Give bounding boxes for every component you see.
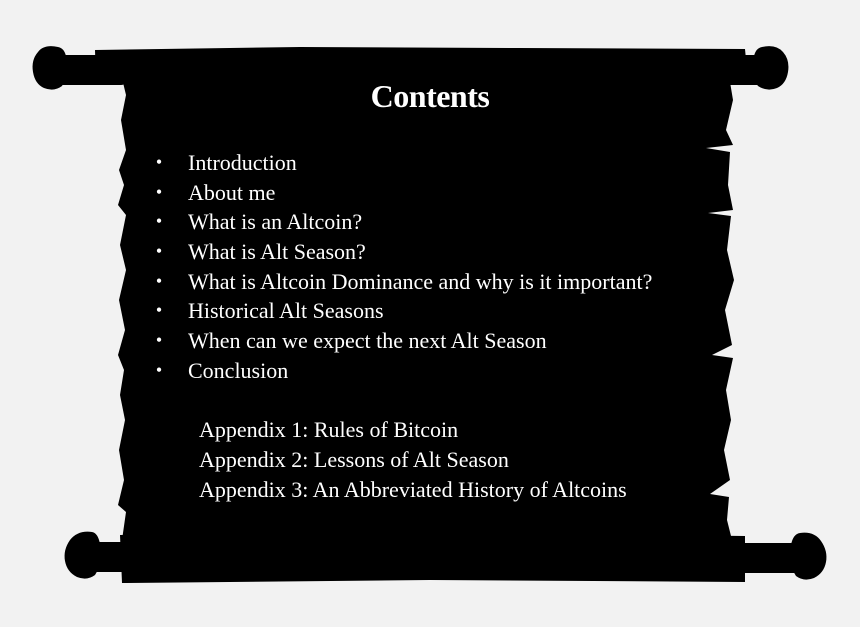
list-item-label: What is Altcoin Dominance and why is it important? bbox=[188, 268, 653, 294]
list-item-label: Historical Alt Seasons bbox=[188, 298, 384, 324]
list-item-label: About me bbox=[188, 179, 276, 205]
list-item-label: What is Alt Season? bbox=[188, 239, 366, 265]
bullet-icon: • bbox=[155, 211, 163, 232]
bullet-icon: • bbox=[155, 152, 163, 172]
appendix-item: Appendix 3: An Abbreviated History of Altcoins bbox=[199, 477, 627, 502]
list-item-label: Conclusion bbox=[188, 357, 289, 383]
bullet-icon: • bbox=[155, 270, 163, 291]
appendix-item: Appendix 1: Rules of Bitcoin bbox=[199, 417, 459, 442]
bullet-icon: • bbox=[155, 181, 163, 202]
list-item-label: What is an Altcoin? bbox=[188, 209, 363, 235]
scroll-bottom-rod bbox=[65, 532, 827, 583]
bullet-icon: • bbox=[155, 241, 163, 262]
list-item-label: When can we expect the next Alt Season bbox=[188, 328, 547, 354]
bullet-icon: • bbox=[155, 300, 163, 321]
bullet-icon: • bbox=[155, 359, 163, 380]
bullet-icon: • bbox=[155, 330, 163, 351]
list-item-label: Introduction bbox=[188, 150, 297, 175]
page-title: Contents bbox=[370, 78, 490, 114]
appendix-list bbox=[199, 415, 627, 505]
appendix-item: Appendix 2: Lessons of Alt Season bbox=[199, 447, 509, 472]
